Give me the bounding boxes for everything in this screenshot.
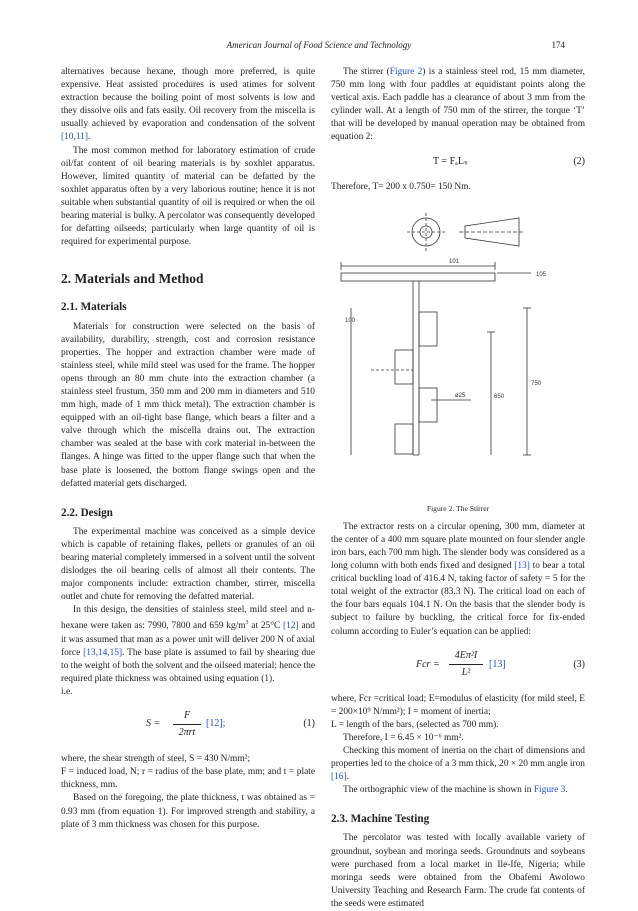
equation-numerator: 4Eπ²I bbox=[454, 649, 478, 661]
paragraph: The percolator was tested with locally available variety of groundnut, soybean and moringa seeds. Groundnuts and soybeans were purchased from a local market in Ile-Ife, Nigeria; while moringa seeds were obtained from the Obafemi Awolowo University Teaching and Research Farm. The crude fat contents of the seeds were estimated bbox=[331, 833, 585, 909]
paragraph: In this design, the densities of stainless steel, mild steel and n-hexane were taken as: 7990, 7800 and 659 $kg/m^3$ at 25°C [12] and it was assumed that man as a power unit will deliver 200 N of axial force [13,14,15]. The base plate is assumed to fail by shearing due to the weight of both the solvent and the oilseed material; hence the required plate thickness was obtained using equation (1). bbox=[61, 605, 315, 684]
citation-link[interactable]: [13] bbox=[489, 658, 506, 670]
paragraph: F = induced load, N; r = radius of the base plate, mm; and t = plate thickness, mm. bbox=[61, 767, 315, 791]
paragraph: The extractor rests on a circular opening, 300 mm, diameter at the center of a 400 mm square plate mounted on four slender angle iron bars, each 700 mm high. The slender body was considered as a long column with both ends fixed and designed [13] to bear a total critical buckling load of 416.4 N, taking factor of safety = 5 for the total weight of the extractor (83.3 N). The critical load on each of the four bars equals 104.1 N. On the basis that the slender body is subject to failure by buckling, the critical force for fix-ended column according to Euler’s equation can be applied: bbox=[331, 521, 586, 637]
page-number: 174 bbox=[551, 40, 565, 50]
paragraph: Checking this moment of inertia on the chart of dimensions and properties led to the choice of a 3 mm thick, 20 × 20 mm angle iron [16]. bbox=[331, 745, 585, 783]
equation-denominator: 2πrt bbox=[178, 727, 196, 739]
equation-3 bbox=[331, 645, 585, 685]
equation-body: T = FₐLₛ bbox=[433, 155, 468, 167]
dimension-label: 100 bbox=[345, 317, 356, 324]
equation-lhs: Fcr = bbox=[416, 658, 440, 670]
citation-link[interactable]: [10,11] bbox=[61, 132, 88, 143]
paragraph: The orthographic view of the machine is shown in Figure 3. bbox=[343, 785, 568, 796]
equation-lhs: S = bbox=[146, 718, 161, 730]
paragraph: where, the shear strength of steel, S = 430 N/mm²; bbox=[61, 754, 251, 765]
paragraph: L = length of the bars, (selected as 700 mm). bbox=[331, 719, 499, 730]
citation-link[interactable]: [13,14,15] bbox=[83, 647, 123, 658]
equation-number: (2) bbox=[573, 155, 585, 167]
paragraph: Based on the foregoing, the plate thickness, t was obtained as = 0.93 mm (from equation 1). For improved strength and stability, a plate of 3 mm thickness was chosen for this purpose. bbox=[61, 793, 315, 830]
paragraph: Therefore, I = 6.45 × 10⁻⁶ mm². bbox=[343, 732, 464, 743]
left-column bbox=[61, 66, 315, 832]
fraction-bar bbox=[173, 724, 201, 725]
section-heading: 2. Materials and Method bbox=[61, 271, 204, 287]
equation-number: (1) bbox=[303, 718, 315, 730]
paragraph: The experimental machine was conceived as a simple device which is capable of retaining flakes, pellets or granules of an oil bearing material completely immersed in a solvent until the solvent dislodges the oil bearing cells of almost all their contents. The major components include: extraction chamber, stirrer, miscella outlet and chute for removing the defatted material. bbox=[61, 526, 315, 603]
equation-2 bbox=[331, 151, 585, 173]
dimension-label: 750 bbox=[531, 380, 542, 387]
subsection-heading: 2.3. Machine Testing bbox=[331, 813, 430, 826]
equation-denominator: L² bbox=[461, 666, 471, 678]
dimension-label: 105 bbox=[536, 271, 547, 278]
paragraph: The most common method for laboratory estimation of crude oil/fat content of oil bearing materials is by soxhlet apparatus. However, limited quantity of material can be defatted by the soxhlet apparatus often by a very laborious routine; hence it is not suitable when substantial quantity of oil is required or when the oil bearing material is bulky. A percolator was consequently developed for defatting oilseeds; particularly when large quantity of oil is required for experimental purpose. bbox=[61, 145, 315, 248]
subsection-heading: 2.2. Design bbox=[61, 506, 113, 519]
paragraph: Materials for construction were selected on the basis of availability, durability, strength, cost and corrosion resistance properties. The hopper and extraction chamber were made of stainless steel, while mild steel was used for the frame. The hopper opens through an 80 mm chute into the extraction chamber (a stainless steel frustum, 350 mm and 200 mm in diameters and 510 mm high, made of 1 mm thick metal). The extraction chamber is equipped with an oil-tight base flange, which bears a filter and a valve through which the miscella drains out. The extraction chamber was sealed at the base with cork material in-between the flanges. A hinge was fitted to the upper flange such that when the base plate is loosened, the bottom flange swings open and the defatted material gets discharged. bbox=[61, 321, 315, 489]
figure-link[interactable]: Figure 3 bbox=[533, 785, 566, 796]
equation-numerator: F bbox=[183, 710, 191, 722]
citation-link[interactable]: [12] bbox=[283, 621, 299, 632]
subsection-heading: 2.1. Materials bbox=[61, 301, 127, 314]
right-column bbox=[331, 66, 585, 911]
dimension-label: ø25 bbox=[455, 392, 466, 399]
stirrer-drawing bbox=[331, 200, 585, 500]
figure-link[interactable]: Figure 2 bbox=[389, 67, 423, 77]
citation-link[interactable]: [16] bbox=[331, 772, 347, 783]
equation-1 bbox=[61, 705, 315, 745]
stirrer-figure bbox=[331, 200, 585, 500]
running-header bbox=[63, 40, 575, 54]
equation-number: (3) bbox=[573, 658, 585, 670]
journal-title: American Journal of Food Science and Technology bbox=[226, 40, 412, 50]
dimension-label: 650 bbox=[494, 393, 505, 400]
paragraph: i.e. bbox=[61, 687, 73, 698]
figure-caption: Figure 2. The Stirrer bbox=[426, 503, 490, 513]
dimension-label: 101 bbox=[449, 258, 460, 265]
citation-link[interactable]: [13] bbox=[514, 561, 530, 572]
fraction-bar bbox=[449, 664, 483, 665]
citation-link[interactable]: [12]; bbox=[206, 718, 226, 730]
paragraph: where, Fcr =critical load; E=modulus of elasticity (for mild steel, E = 200×10⁹ N/mm²); I = moment of inertia; bbox=[331, 693, 585, 717]
paragraph: Therefore, T= 200 x 0.750= 150 Nm. bbox=[331, 181, 471, 192]
paragraph: The stirrer (Figure 2) is a stainless steel rod, 15 mm diameter, 750 mm long with four paddles at equidistant points along the vertical axis. Each paddle has a clearance of about 3 mm from the cylinder wall. At a length of 750 mm of the stirrer, the torque ‘T’ that will be developed by manual operation may be obtained from equation 2: bbox=[331, 67, 585, 143]
paragraph: alternatives because hexane, though more preferred, is quite expensive. Heat assisted procedures is used atimes for solvent extraction because the boiling point of most solvents is low and they dissolve oils and fats easily. Oil recovery from the miscella is usually achieved by evaporation and condensation of the solvent [10,11]. bbox=[61, 67, 315, 143]
